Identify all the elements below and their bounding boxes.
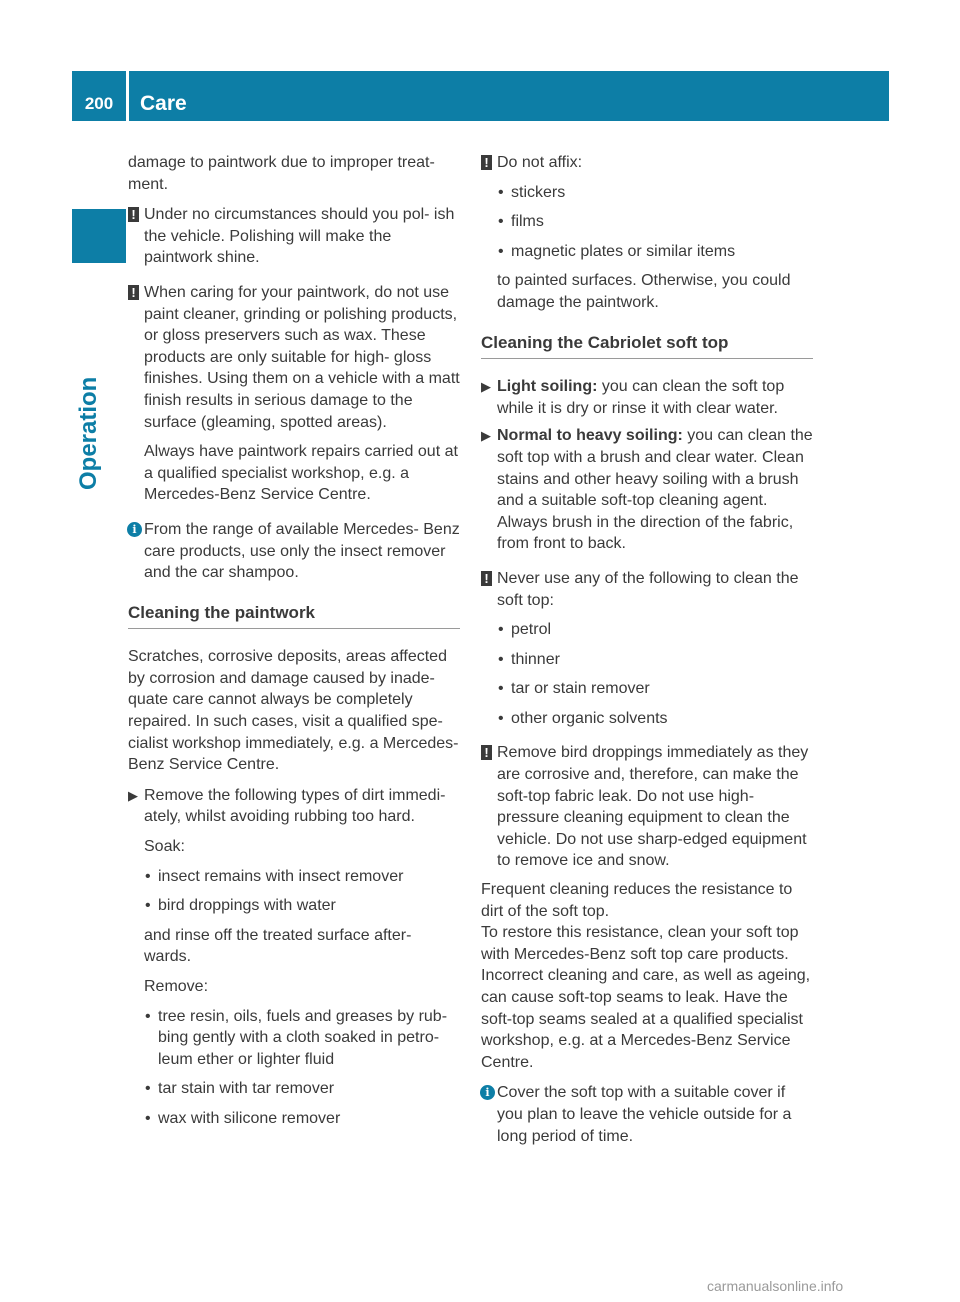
warning-text-continued: to painted surfaces. Otherwise, you could damage the paintwork. [497, 272, 791, 311]
step-text: Light soiling: you can clean the soft top while it is dry or rinse it with clear water. [497, 378, 785, 417]
list-item: • tar or stain remover [497, 678, 813, 700]
side-tab-marker [72, 209, 126, 263]
side-section-text: Operation [75, 376, 102, 490]
step-arrow-icon: ▶ [481, 428, 491, 444]
warning-text-continued: Always have paintwork repairs carried out at a qualified specialist workshop, e.g. a Mercedes-Benz Service Centre. [144, 443, 458, 504]
warning-icon: ! [481, 155, 492, 170]
warning-text: Do not affix: [497, 154, 583, 171]
watermark: carmanualsonline.info [707, 1278, 844, 1294]
step-text-continued: and rinse off the treated surface after- wards. [144, 926, 412, 966]
header-bar [72, 71, 889, 121]
list-item: • petrol [497, 619, 813, 641]
step-arrow-icon: ▶ [481, 379, 491, 395]
instruction-step [481, 376, 813, 419]
info-icon: i [127, 522, 142, 537]
bullet-icon: • [145, 867, 151, 885]
info-text: Cover the soft top with a suitable cover if you plan to leave the vehicle outside for a long period of time. [497, 1084, 792, 1145]
warning-icon: ! [128, 285, 139, 300]
header-divider [126, 71, 129, 121]
list-item: • magnetic plates or similar items [497, 241, 813, 263]
warning-text: Under no circumstances should you pol- ish the vehicle. Polishing will make the paintwork shine. [144, 206, 455, 267]
info-icon: i [480, 1085, 495, 1100]
step-text: Normal to heavy soiling: you can clean the soft top with a brush and clear water. Clean stains and other heavy soiling with a brush and a suitable soft-top cleaning agent. Always brush in the direction of the fabric, from front to back. [497, 427, 813, 553]
warning-text: Never use any of the following to clean the soft top: [497, 569, 799, 609]
step-text: Remove the following types of dirt immedi- ately, whilst avoiding rubbing too hard. [144, 786, 446, 826]
bullet-icon: • [145, 897, 151, 915]
warning-note [128, 282, 460, 506]
paragraph: Frequent cleaning reduces the resistance to dirt of the soft top. [481, 881, 793, 920]
warning-note [481, 742, 813, 872]
info-text: From the range of available Mercedes- Benz care products, use only the insect remover and the car shampoo. [144, 520, 460, 582]
warning-text: Remove bird droppings immediately as they are corrosive and, therefore, can make the soft-top fabric leak. Do not use high- pressure cleaning equipment to clean the vehicle. Do not use sharp-edged equipment to remove ice and snow. [497, 744, 809, 870]
paragraph: damage to paintwork due to improper treat- ment. [128, 154, 435, 193]
info-note [128, 519, 460, 584]
list-item: • bird droppings with water [144, 895, 460, 917]
sub-label: Remove: [144, 978, 209, 995]
warning-icon: ! [128, 207, 139, 222]
list-item: • thinner [497, 649, 813, 671]
bullet-icon: • [145, 1109, 151, 1127]
bullet-icon: • [498, 213, 504, 231]
step-bold-label: Normal to heavy soiling: [497, 427, 683, 445]
bullet-icon: • [498, 709, 504, 727]
warning-text: When caring for your paintwork, do not use paint cleaner, grinding or polishing products, or gloss preservers such as wax. These products are only suitable for high- gloss finishes. Using them on a vehicle with a matt finish results in serious damage to the surface (gleaming, spotted areas). [144, 283, 460, 431]
instruction-step [481, 425, 813, 555]
list-item: • films [497, 211, 813, 233]
list-item: • insect remains with insect remover [144, 866, 460, 888]
right-column [481, 152, 813, 1160]
list-item: • other organic solvents [497, 708, 813, 730]
left-column [128, 152, 460, 1138]
warning-icon: ! [481, 745, 492, 760]
bullet-icon: • [145, 1080, 151, 1098]
bullet-icon: • [498, 680, 504, 698]
list-item: • tar stain with tar remover [144, 1078, 460, 1100]
bullet-icon: • [498, 621, 504, 639]
list-item: • wax with silicone remover [144, 1108, 460, 1130]
bullet-icon: • [498, 650, 504, 668]
warning-note [128, 204, 460, 269]
bullet-icon: • [498, 183, 504, 201]
section-heading: Cleaning the paintwork [128, 602, 460, 630]
warning-note [481, 152, 813, 314]
step-arrow-icon: ▶ [128, 787, 138, 803]
list-item: • tree resin, oils, fuels and greases by rub- bing gently with a cloth soaked in petro- leum ether or lighter fluid [145, 1007, 448, 1068]
paragraph: To restore this resistance, clean your soft top with Mercedes-Benz soft top care products. Incorrect cleaning and care, as well as ageing, can cause soft-top seams to leak. Have the soft-top seams sealed at a qualified specialist workshop, e.g. at a Mercedes-Benz Service Centre. [481, 924, 811, 1071]
sub-label: Soak: [144, 838, 185, 856]
bullet-icon: • [498, 242, 504, 260]
bullet-icon: • [145, 1007, 151, 1025]
step-bold-label: Light soiling: [497, 378, 598, 396]
page-number: 200 [84, 94, 114, 114]
warning-icon: ! [481, 571, 492, 586]
info-note [481, 1082, 813, 1147]
list-item: • stickers [497, 182, 813, 204]
section-heading: Cleaning the Cabriolet soft top [481, 332, 813, 360]
page-title: Care [140, 92, 187, 116]
paragraph: Scratches, corrosive deposits, areas affected by corrosion and damage caused by inade- quate care cannot always be completely repaired. In such cases, visit a qualified spe- cialist workshop immediately, e.g. a Mercedes-Benz Service Centre. [128, 648, 459, 774]
warning-note [481, 568, 813, 730]
instruction-step [128, 785, 460, 1130]
